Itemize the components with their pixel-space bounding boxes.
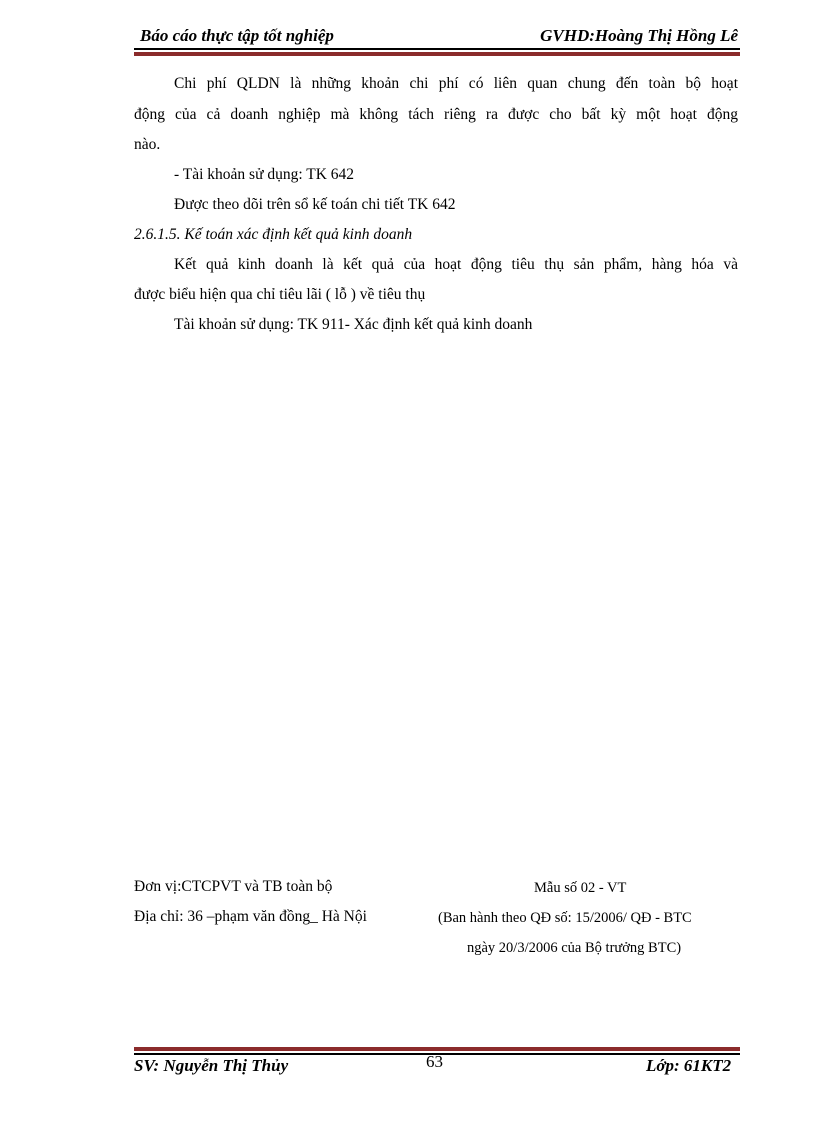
paragraph-line: Kết quả kinh doanh là kết quả của hoạt động tiêu thụ sản phẩm, hàng hóa và <box>174 256 738 273</box>
paragraph-line: Chi phí QLDN là những khoản chi phí có liên quan chung đến toàn bộ hoạt <box>174 75 738 92</box>
tracked-642-line: Được theo dõi trên sổ kế toán chi tiết TK 642 <box>174 196 456 213</box>
header-rule-thick <box>134 52 740 56</box>
section-heading: 2.6.1.5. Kế toán xác định kết quả kinh doanh <box>134 226 413 243</box>
paragraph-line: nào. <box>134 136 161 153</box>
account-911-line: Tài khoản sử dụng: TK 911- Xác định kết quả kinh doanh <box>174 316 533 333</box>
form-address: Địa chỉ: 36 –phạm văn đồng_ Hà Nội <box>134 908 367 925</box>
class-code: Lớp: 61KT2 <box>646 1056 732 1075</box>
account-642-line: - Tài khoản sử dụng: TK 642 <box>174 166 355 183</box>
form-decree-date: ngày 20/3/2006 của Bộ trưởng BTC) <box>467 940 682 956</box>
form-unit: Đơn vị:CTCPVT và TB toàn bộ <box>134 878 333 895</box>
header-rule-thin <box>134 48 740 50</box>
form-decree: (Ban hành theo QĐ số: 15/2006/ QĐ - BTC <box>438 910 692 926</box>
form-number: Mẫu số 02 - VT <box>534 880 627 896</box>
student-name: SV: Nguyễn Thị Thủy <box>134 1056 289 1075</box>
footer-rule-thick <box>134 1047 740 1051</box>
paragraph-line: động của cả doanh nghiệp mà không tách riêng ra được cho bất kỳ một hoạt động <box>134 106 738 123</box>
page-number: 63 <box>426 1052 443 1071</box>
page-header <box>134 26 740 48</box>
supervisor-name: GVHD:Hoàng Thị Hồng Lê <box>540 26 738 45</box>
paragraph-line: được biểu hiện qua chỉ tiêu lãi ( lỗ ) về tiêu thụ <box>134 286 426 303</box>
report-title: Báo cáo thực tập tốt nghiệp <box>140 26 334 45</box>
